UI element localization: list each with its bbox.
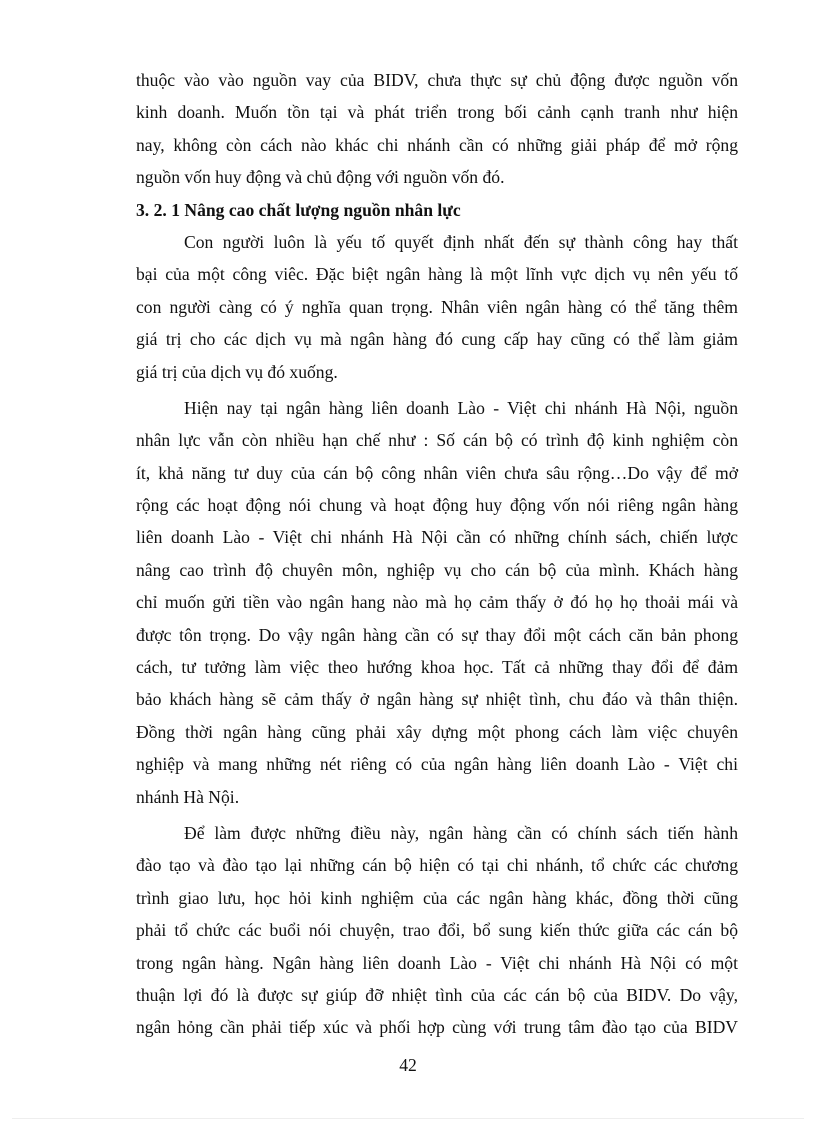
section-heading: 3. 2. 1 Nâng cao chất lượng nguồn nhân lực xyxy=(136,199,461,220)
text-line: phải tổ chức các buổi nói chuyện, trao đổi, bổ sung kiến thức giữa các cán bộ xyxy=(136,920,738,941)
text-line: nâng cao trình độ chuyên môn, nghiệp vụ cho cán bộ của mình. Khách hàng xyxy=(136,559,738,580)
text-line: ngân hỏng cần phải tiếp xúc và phối hợp cùng với trung tâm đào tạo của BIDV xyxy=(136,1017,738,1038)
text-line: nguồn vốn huy động và chủ động với nguồn vốn đó. xyxy=(136,167,505,188)
text-line: Hiện nay tại ngân hàng liên doanh Lào - Việt chi nhánh Hà Nội, nguồn xyxy=(184,397,738,418)
text-line: nhánh Hà Nội. xyxy=(136,786,240,807)
text-line: cách, tư tưởng làm việc theo hướng khoa học. Tất cả những thay đổi để đảm xyxy=(136,657,738,678)
paragraph-current-state xyxy=(136,392,738,813)
page-number: 42 xyxy=(399,1055,417,1075)
text-line: thuộc vào vào nguồn vay của BIDV, chưa thực sự chủ động được nguồn vốn xyxy=(136,70,738,90)
text-line: nay, không còn cách nào khác chi nhánh cần có những giải pháp để mở rộng xyxy=(136,134,738,155)
paragraph-human-factor xyxy=(136,226,738,388)
text-line: kinh doanh. Muốn tồn tại và phát triển trong bối cảnh cạnh tranh như hiện xyxy=(136,102,738,123)
text-line: Để làm được những điều này, ngân hàng cần có chính sách tiến hành xyxy=(184,822,738,843)
text-line: thuận lợi đó là được sự giúp đỡ nhiệt tình của các cán bộ của BIDV. Do vậy, xyxy=(136,984,738,1005)
text-line: bại của một công viêc. Đặc biệt ngân hàng là một lĩnh vực dịch vụ nên yếu tố xyxy=(136,264,738,285)
text-line: liên doanh Lào - Việt chi nhánh Hà Nội cần có những chính sách, chiến lược xyxy=(136,527,738,548)
text-line: đào tạo và đào tạo lại những cán bộ hiện có tại chi nhánh, tổ chức các chương xyxy=(136,855,738,876)
text-line: rộng các hoạt động nói chung và hoạt động huy động vốn nói riêng ngân hàng xyxy=(136,495,738,516)
text-line: giá trị cho các dịch vụ mà ngân hàng đó cung cấp hay cũng có thể làm giảm xyxy=(136,329,738,350)
text-line: được tôn trọng. Do vậy ngân hàng cần có sự thay đổi một cách căn bản phong xyxy=(136,624,738,645)
page-bottom-edge xyxy=(12,1118,804,1119)
text-line: ít, khả năng tư duy của cán bộ công nhân viên chưa sâu rộng…Do vậy để mở xyxy=(136,462,738,483)
text-line: Đồng thời ngân hàng cũng phải xây dựng một phong cách làm việc chuyên xyxy=(136,721,738,742)
text-line: Con người luôn là yếu tố quyết định nhất đến sự thành công hay thất xyxy=(184,231,738,252)
paragraph-training xyxy=(136,817,738,1044)
text-line: trình giao lưu, học hỏi kinh nghiệm của các ngân hàng khác, đồng thời cũng xyxy=(136,887,738,908)
paragraph-intro xyxy=(136,64,738,194)
document-body xyxy=(136,64,738,1044)
text-line: bảo khách hàng sẽ cảm thấy ở ngân hàng sự nhiệt tình, chu đáo và thân thiện. xyxy=(136,689,738,710)
text-line: trong ngân hàng. Ngân hàng liên doanh Lào - Việt chi nhánh Hà Nội có một xyxy=(136,952,738,973)
text-line: con người càng có ý nghĩa quan trọng. Nhân viên ngân hàng có thể tăng thêm xyxy=(136,296,738,317)
text-line: nghiệp và mang những nét riêng có của ngân hàng liên doanh Lào - Việt chi xyxy=(136,754,738,775)
text-line: giá trị của dịch vụ đó xuống. xyxy=(136,361,338,382)
text-line: chỉ muốn gửi tiền vào ngân hang nào mà họ cảm thấy ở đó họ họ thoải mái và xyxy=(136,592,738,613)
text-line: nhân lực vẫn còn nhiều hạn chế như : Số cán bộ có trình độ kinh nghiệm còn xyxy=(136,430,738,451)
